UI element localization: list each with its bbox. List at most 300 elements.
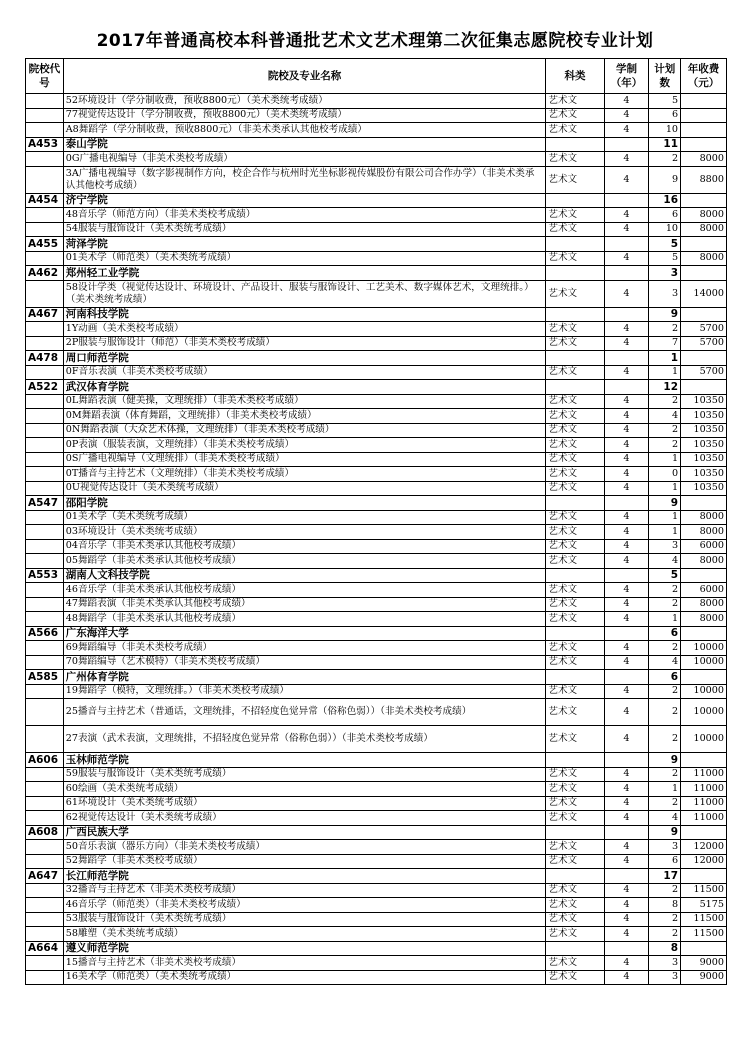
cell-years — [604, 825, 649, 840]
cell-plan-count: 2 — [649, 152, 681, 167]
cell-category: 艺术文 — [546, 394, 604, 409]
cell-annual-fee: 10350 — [681, 467, 727, 482]
cell-annual-fee: 5700 — [681, 336, 727, 351]
cell-annual-fee: 11000 — [681, 782, 727, 797]
school-row — [26, 496, 727, 511]
major-row — [26, 394, 727, 409]
cell-school-code — [26, 94, 64, 109]
cell-school-code — [26, 409, 64, 424]
cell-category: 艺术文 — [546, 467, 604, 482]
cell-school-code: A553 — [26, 568, 64, 583]
cell-years: 4 — [604, 166, 649, 193]
major-row — [26, 898, 727, 913]
school-row — [26, 626, 727, 641]
cell-name: 广西民族大学 — [63, 825, 546, 840]
cell-name: 16美术学（师范类）（美术类统考成绩） — [63, 970, 546, 985]
cell-school-code — [26, 641, 64, 656]
cell-name: A8舞蹈学（学分制收费，预收8800元）（非美术类承认其他校考成绩） — [63, 123, 546, 138]
cell-name: 河南科技学院 — [63, 307, 546, 322]
cell-name: 58设计学类（视觉传达设计、环境设计、产品设计、服装与服饰设计、工艺美术、数字媒体艺术，文理统排。）（美术类统考成绩） — [63, 280, 546, 307]
cell-school-code — [26, 222, 64, 237]
cell-plan-count: 2 — [649, 912, 681, 927]
cell-school-code — [26, 883, 64, 898]
cell-annual-fee — [681, 380, 727, 395]
cell-school-code — [26, 152, 64, 167]
cell-category: 艺术文 — [546, 554, 604, 569]
cell-category: 艺术文 — [546, 726, 604, 753]
major-row — [26, 956, 727, 971]
cell-years — [604, 670, 649, 685]
cell-plan-count: 2 — [649, 322, 681, 337]
cell-plan-count: 3 — [649, 266, 681, 281]
cell-annual-fee: 5175 — [681, 898, 727, 913]
cell-name: 0S广播电视编导（文理统排）（非美术类校考成绩） — [63, 452, 546, 467]
cell-annual-fee: 11000 — [681, 767, 727, 782]
cell-annual-fee: 11000 — [681, 811, 727, 826]
cell-plan-count: 2 — [649, 883, 681, 898]
cell-name: 46音乐学（师范类）（非美术类校考成绩） — [63, 898, 546, 913]
cell-years: 4 — [604, 641, 649, 656]
cell-school-code — [26, 322, 64, 337]
school-row — [26, 193, 727, 208]
cell-plan-count: 17 — [649, 869, 681, 884]
header-category: 科类 — [546, 59, 604, 94]
cell-name: 01美术学（师范类）（美术类统考成绩） — [63, 251, 546, 266]
cell-category: 艺术文 — [546, 898, 604, 913]
cell-name: 邵阳学院 — [63, 496, 546, 511]
cell-years: 4 — [604, 208, 649, 223]
cell-name: 广州体育学院 — [63, 670, 546, 685]
cell-annual-fee: 10350 — [681, 481, 727, 496]
cell-category: 艺术文 — [546, 152, 604, 167]
cell-school-code — [26, 811, 64, 826]
cell-category: 艺术文 — [546, 767, 604, 782]
cell-school-code — [26, 525, 64, 540]
cell-school-code: A462 — [26, 266, 64, 281]
cell-school-code: A664 — [26, 941, 64, 956]
major-row — [26, 655, 727, 670]
cell-category: 艺术文 — [546, 684, 604, 699]
cell-plan-count: 3 — [649, 539, 681, 554]
cell-plan-count: 4 — [649, 409, 681, 424]
cell-school-code — [26, 796, 64, 811]
header-school-major-name: 院校及专业名称 — [63, 59, 546, 94]
cell-years: 4 — [604, 796, 649, 811]
cell-category — [546, 670, 604, 685]
cell-annual-fee: 8000 — [681, 510, 727, 525]
cell-name: 50音乐表演（器乐方向）（非美术类校考成绩） — [63, 840, 546, 855]
cell-category: 艺术文 — [546, 452, 604, 467]
cell-annual-fee — [681, 123, 727, 138]
cell-years: 4 — [604, 251, 649, 266]
cell-years — [604, 496, 649, 511]
cell-plan-count: 8 — [649, 898, 681, 913]
cell-plan-count: 2 — [649, 438, 681, 453]
cell-name: 长江师范学院 — [63, 869, 546, 884]
cell-category: 艺术文 — [546, 927, 604, 942]
cell-school-code — [26, 655, 64, 670]
cell-school-code — [26, 423, 64, 438]
cell-annual-fee — [681, 626, 727, 641]
cell-years: 4 — [604, 423, 649, 438]
cell-annual-fee — [681, 307, 727, 322]
cell-school-code — [26, 166, 64, 193]
major-row — [26, 554, 727, 569]
cell-years: 4 — [604, 123, 649, 138]
cell-annual-fee: 10350 — [681, 409, 727, 424]
cell-category: 艺术文 — [546, 782, 604, 797]
cell-name: 27表演（武术表演，文理统排，不招轻度色觉异常（俗称色弱））（非美术类校考成绩） — [63, 726, 546, 753]
cell-years: 4 — [604, 597, 649, 612]
cell-category: 艺术文 — [546, 510, 604, 525]
cell-years: 4 — [604, 322, 649, 337]
cell-name: 59服装与服饰设计（美术类统考成绩） — [63, 767, 546, 782]
cell-name: 0P表演（服装表演，文理统排）（非美术类校考成绩） — [63, 438, 546, 453]
cell-school-code — [26, 612, 64, 627]
table-header-row — [26, 59, 727, 94]
cell-name: 0M舞蹈表演（体育舞蹈，文理统排）（非美术类校考成绩） — [63, 409, 546, 424]
cell-category: 艺术文 — [546, 655, 604, 670]
cell-years: 4 — [604, 539, 649, 554]
cell-plan-count: 1 — [649, 365, 681, 380]
cell-school-code — [26, 726, 64, 753]
cell-name: 济宁学院 — [63, 193, 546, 208]
cell-annual-fee: 10350 — [681, 452, 727, 467]
cell-category — [546, 307, 604, 322]
cell-school-code: A585 — [26, 670, 64, 685]
cell-plan-count: 1 — [649, 612, 681, 627]
cell-category: 艺术文 — [546, 699, 604, 726]
cell-name: 0T播音与主持艺术（文理统排）（非美术类校考成绩） — [63, 467, 546, 482]
cell-years: 4 — [604, 280, 649, 307]
cell-plan-count: 2 — [649, 699, 681, 726]
cell-plan-count: 6 — [649, 854, 681, 869]
cell-name: 01美术学（美术类统考成绩） — [63, 510, 546, 525]
major-row — [26, 782, 727, 797]
cell-plan-count: 2 — [649, 423, 681, 438]
cell-name: 48舞蹈学（非美术类承认其他校考成绩） — [63, 612, 546, 627]
cell-years: 4 — [604, 970, 649, 985]
major-row — [26, 467, 727, 482]
cell-annual-fee: 8000 — [681, 554, 727, 569]
cell-school-code — [26, 539, 64, 554]
school-row — [26, 753, 727, 768]
cell-school-code — [26, 597, 64, 612]
cell-plan-count: 2 — [649, 597, 681, 612]
cell-category: 艺术文 — [546, 123, 604, 138]
cell-category — [546, 351, 604, 366]
school-row — [26, 137, 727, 152]
cell-annual-fee: 8000 — [681, 222, 727, 237]
cell-years: 4 — [604, 612, 649, 627]
cell-category: 艺术文 — [546, 883, 604, 898]
major-row — [26, 970, 727, 985]
major-row — [26, 840, 727, 855]
cell-school-code — [26, 684, 64, 699]
cell-plan-count: 2 — [649, 796, 681, 811]
cell-years — [604, 568, 649, 583]
cell-name: 54服装与服饰设计（美术类统考成绩） — [63, 222, 546, 237]
cell-school-code: A647 — [26, 869, 64, 884]
cell-plan-count: 4 — [649, 655, 681, 670]
cell-name: 遵义师范学院 — [63, 941, 546, 956]
major-row — [26, 481, 727, 496]
cell-annual-fee — [681, 496, 727, 511]
cell-years: 4 — [604, 554, 649, 569]
header-school-code: 院校代号 — [26, 59, 64, 94]
cell-annual-fee — [681, 266, 727, 281]
major-row — [26, 726, 727, 753]
header-years: 学制（年） — [604, 59, 649, 94]
cell-years: 4 — [604, 767, 649, 782]
cell-category: 艺术文 — [546, 423, 604, 438]
cell-category: 艺术文 — [546, 539, 604, 554]
cell-category — [546, 626, 604, 641]
cell-category: 艺术文 — [546, 840, 604, 855]
school-row — [26, 380, 727, 395]
cell-years — [604, 307, 649, 322]
cell-category: 艺术文 — [546, 409, 604, 424]
cell-annual-fee: 12000 — [681, 840, 727, 855]
cell-school-code — [26, 583, 64, 598]
cell-plan-count: 1 — [649, 481, 681, 496]
cell-annual-fee: 10000 — [681, 726, 727, 753]
major-row — [26, 525, 727, 540]
cell-name: 69舞蹈编导（非美术类校考成绩） — [63, 641, 546, 656]
cell-name: 46音乐学（非美术类承认其他校考成绩） — [63, 583, 546, 598]
cell-plan-count: 9 — [649, 825, 681, 840]
cell-annual-fee — [681, 351, 727, 366]
cell-annual-fee: 8800 — [681, 166, 727, 193]
cell-plan-count: 3 — [649, 840, 681, 855]
major-row — [26, 94, 727, 109]
cell-years: 4 — [604, 782, 649, 797]
cell-category: 艺术文 — [546, 912, 604, 927]
cell-category: 艺术文 — [546, 612, 604, 627]
major-row — [26, 510, 727, 525]
cell-years: 4 — [604, 409, 649, 424]
cell-years: 4 — [604, 927, 649, 942]
cell-annual-fee: 10000 — [681, 655, 727, 670]
cell-years: 4 — [604, 854, 649, 869]
header-annual-fee: 年收费（元） — [681, 59, 727, 94]
major-row — [26, 641, 727, 656]
cell-plan-count: 12 — [649, 380, 681, 395]
cell-annual-fee: 10000 — [681, 641, 727, 656]
cell-years: 4 — [604, 94, 649, 109]
cell-category: 艺术文 — [546, 641, 604, 656]
major-row — [26, 927, 727, 942]
cell-school-code — [26, 956, 64, 971]
cell-school-code: A522 — [26, 380, 64, 395]
cell-name: 62视觉传达设计（美术类统考成绩） — [63, 811, 546, 826]
cell-plan-count: 11 — [649, 137, 681, 152]
cell-school-code: A453 — [26, 137, 64, 152]
cell-school-code: A478 — [26, 351, 64, 366]
cell-name: 0U视觉传达设计（美术类统考成绩） — [63, 481, 546, 496]
cell-annual-fee — [681, 941, 727, 956]
cell-school-code — [26, 767, 64, 782]
cell-years: 4 — [604, 699, 649, 726]
cell-plan-count: 5 — [649, 94, 681, 109]
cell-plan-count: 0 — [649, 467, 681, 482]
cell-annual-fee — [681, 108, 727, 123]
cell-category: 艺术文 — [546, 280, 604, 307]
cell-name: 3A广播电视编导（数字影视制作方向，校企合作与杭州时光坐标影视传媒股份有限公司合作办学）（非美术类承认其他校考成绩） — [63, 166, 546, 193]
cell-plan-count: 1 — [649, 525, 681, 540]
cell-plan-count: 16 — [649, 193, 681, 208]
cell-years: 4 — [604, 467, 649, 482]
cell-name: 玉林师范学院 — [63, 753, 546, 768]
cell-name: 77视觉传达设计（学分制收费，预收8800元）（美术类统考成绩） — [63, 108, 546, 123]
cell-plan-count: 1 — [649, 351, 681, 366]
cell-annual-fee: 8000 — [681, 525, 727, 540]
school-row — [26, 825, 727, 840]
major-row — [26, 539, 727, 554]
cell-category: 艺术文 — [546, 336, 604, 351]
cell-plan-count: 4 — [649, 554, 681, 569]
cell-annual-fee: 10000 — [681, 684, 727, 699]
cell-school-code — [26, 927, 64, 942]
major-row — [26, 365, 727, 380]
table-body — [26, 94, 727, 985]
cell-annual-fee: 10350 — [681, 394, 727, 409]
cell-category: 艺术文 — [546, 854, 604, 869]
cell-plan-count: 5 — [649, 237, 681, 252]
cell-plan-count: 6 — [649, 626, 681, 641]
cell-plan-count: 2 — [649, 684, 681, 699]
cell-name: 广东海洋大学 — [63, 626, 546, 641]
cell-annual-fee: 14000 — [681, 280, 727, 307]
cell-name: 0G广播电视编导（非美术类校考成绩） — [63, 152, 546, 167]
cell-years: 4 — [604, 956, 649, 971]
cell-category — [546, 753, 604, 768]
cell-category: 艺术文 — [546, 481, 604, 496]
cell-years: 4 — [604, 684, 649, 699]
cell-name: 周口师范学院 — [63, 351, 546, 366]
cell-annual-fee — [681, 94, 727, 109]
cell-category: 艺术文 — [546, 438, 604, 453]
cell-school-code — [26, 510, 64, 525]
cell-annual-fee: 8000 — [681, 208, 727, 223]
cell-annual-fee — [681, 753, 727, 768]
cell-years — [604, 237, 649, 252]
school-row — [26, 351, 727, 366]
cell-school-code — [26, 123, 64, 138]
major-row — [26, 123, 727, 138]
cell-plan-count: 7 — [649, 336, 681, 351]
cell-annual-fee: 12000 — [681, 854, 727, 869]
cell-name: 2P服装与服饰设计（师范）（非美术类校考成绩） — [63, 336, 546, 351]
cell-annual-fee: 5700 — [681, 322, 727, 337]
cell-category: 艺术文 — [546, 108, 604, 123]
cell-category: 艺术文 — [546, 583, 604, 598]
major-row — [26, 612, 727, 627]
cell-annual-fee: 10350 — [681, 438, 727, 453]
cell-name: 15播音与主持艺术（非美术类校考成绩） — [63, 956, 546, 971]
cell-plan-count: 9 — [649, 496, 681, 511]
cell-school-code — [26, 699, 64, 726]
cell-school-code — [26, 394, 64, 409]
cell-annual-fee: 8000 — [681, 597, 727, 612]
cell-category: 艺术文 — [546, 222, 604, 237]
cell-category — [546, 869, 604, 884]
cell-name: 52舞蹈学（非美术类校考成绩） — [63, 854, 546, 869]
cell-category: 艺术文 — [546, 251, 604, 266]
school-row — [26, 266, 727, 281]
cell-name: 04音乐学（非美术类承认其他校考成绩） — [63, 539, 546, 554]
school-row — [26, 670, 727, 685]
cell-name: 60绘画（美术类统考成绩） — [63, 782, 546, 797]
cell-plan-count: 3 — [649, 970, 681, 985]
major-row — [26, 912, 727, 927]
cell-school-code — [26, 365, 64, 380]
cell-school-code — [26, 481, 64, 496]
cell-name: 泰山学院 — [63, 137, 546, 152]
cell-years: 4 — [604, 811, 649, 826]
cell-name: 05舞蹈学（非美术类承认其他校考成绩） — [63, 554, 546, 569]
major-row — [26, 796, 727, 811]
cell-name: 19舞蹈学（模特，文理统排。）（非美术类校考成绩） — [63, 684, 546, 699]
major-row — [26, 222, 727, 237]
cell-plan-count: 2 — [649, 394, 681, 409]
cell-category — [546, 137, 604, 152]
cell-plan-count: 9 — [649, 753, 681, 768]
cell-school-code — [26, 854, 64, 869]
cell-years: 4 — [604, 583, 649, 598]
cell-annual-fee: 9000 — [681, 970, 727, 985]
cell-name: 菏泽学院 — [63, 237, 546, 252]
cell-years: 4 — [604, 108, 649, 123]
cell-school-code — [26, 251, 64, 266]
major-row — [26, 854, 727, 869]
cell-category: 艺术文 — [546, 166, 604, 193]
school-row — [26, 307, 727, 322]
cell-category: 艺术文 — [546, 811, 604, 826]
cell-school-code — [26, 208, 64, 223]
cell-name: 1Y动画（美术类校考成绩） — [63, 322, 546, 337]
cell-plan-count: 2 — [649, 767, 681, 782]
cell-category: 艺术文 — [546, 208, 604, 223]
cell-category — [546, 941, 604, 956]
major-row — [26, 452, 727, 467]
cell-annual-fee: 8000 — [681, 152, 727, 167]
cell-plan-count: 5 — [649, 568, 681, 583]
cell-years: 4 — [604, 898, 649, 913]
major-row — [26, 152, 727, 167]
cell-plan-count: 5 — [649, 251, 681, 266]
cell-category — [546, 380, 604, 395]
cell-plan-count: 10 — [649, 123, 681, 138]
cell-school-code: A606 — [26, 753, 64, 768]
cell-plan-count: 2 — [649, 583, 681, 598]
major-row — [26, 583, 727, 598]
cell-annual-fee — [681, 670, 727, 685]
cell-school-code: A566 — [26, 626, 64, 641]
cell-years — [604, 753, 649, 768]
cell-category: 艺术文 — [546, 365, 604, 380]
cell-annual-fee: 11000 — [681, 796, 727, 811]
cell-years: 4 — [604, 452, 649, 467]
cell-name: 61环境设计（美术类统考成绩） — [63, 796, 546, 811]
cell-years — [604, 626, 649, 641]
cell-category: 艺术文 — [546, 597, 604, 612]
cell-category: 艺术文 — [546, 796, 604, 811]
cell-annual-fee — [681, 237, 727, 252]
cell-annual-fee: 10000 — [681, 699, 727, 726]
cell-annual-fee — [681, 568, 727, 583]
enrollment-plan-table — [25, 58, 727, 985]
